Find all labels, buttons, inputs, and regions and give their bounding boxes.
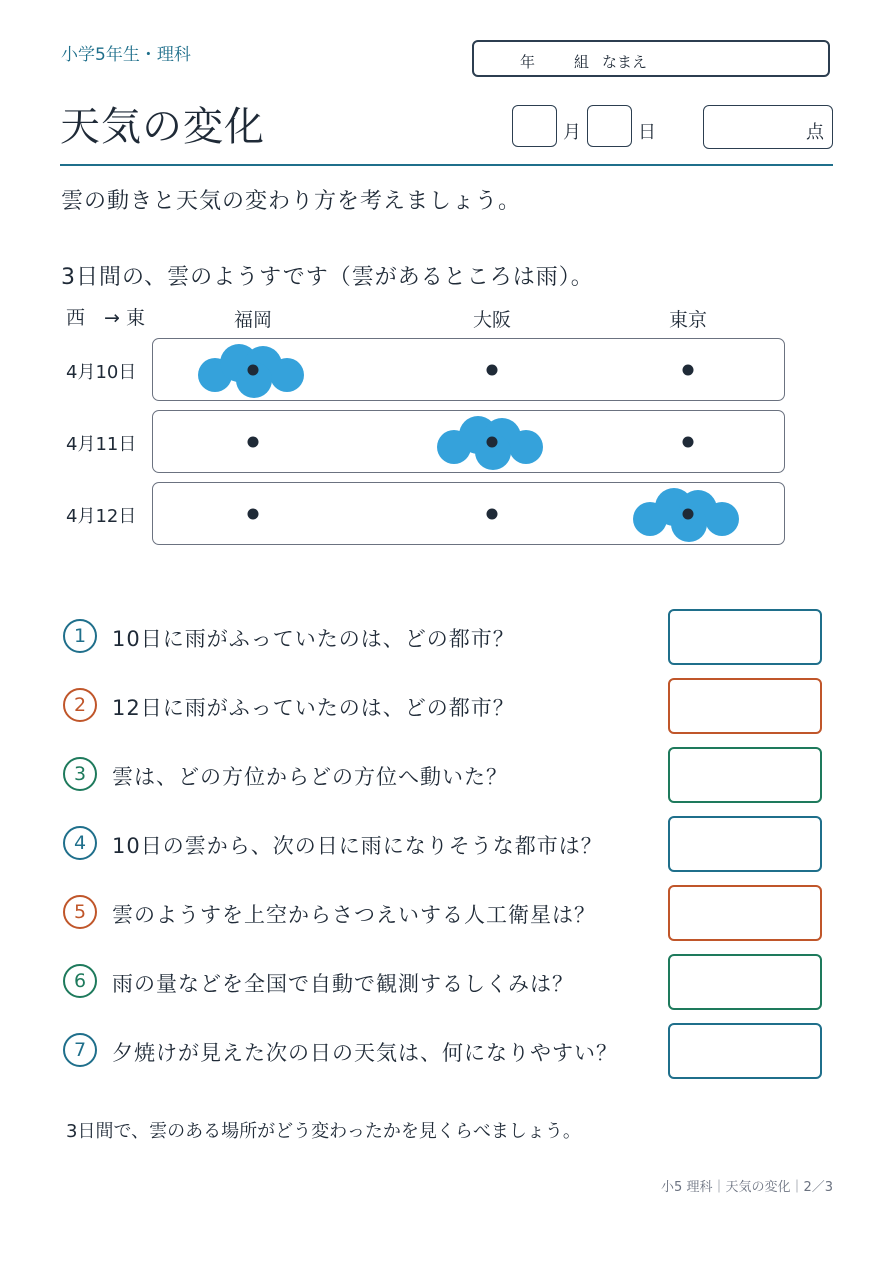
row-date-label: 4月12日 <box>66 506 137 527</box>
city-osaka: 大阪 <box>472 309 512 331</box>
name-label: なまえ <box>602 53 648 71</box>
lead-text: 雲の動きと天気の変わり方を考えましょう。 <box>61 189 522 214</box>
name-class-label: 組 <box>574 53 590 71</box>
question-text: 10日の雲から、次の日に雨になりそうな都市は？ <box>112 834 603 858</box>
question-number: 4 <box>63 826 97 860</box>
diagram-intro: 3日間の、雲のようすです（雲があるところは雨）。 <box>61 265 594 290</box>
question-text: 10日に雨がふっていたのは、どの都市？ <box>112 627 515 651</box>
answer-box[interactable] <box>668 609 822 665</box>
city-tokyo: 東京 <box>668 309 708 331</box>
question-text: 夕焼けが見えた次の日の天気は、何になりやすい？ <box>112 1041 618 1065</box>
city-dot <box>683 365 694 376</box>
question-number: 3 <box>63 757 97 791</box>
question-text: 雲は、どの方位からどの方位へ動いた？ <box>112 765 508 789</box>
name-field[interactable] <box>472 40 830 77</box>
city-dot <box>487 509 498 520</box>
city-dot <box>683 437 694 448</box>
question-text: 雨の量などを全国で自動で観測するしくみは？ <box>112 972 574 996</box>
answer-box[interactable] <box>668 1023 822 1079</box>
city-dot <box>487 437 498 448</box>
question-text: 雲のようすを上空からさつえいする人工衛星は？ <box>112 903 596 927</box>
answer-box[interactable] <box>668 678 822 734</box>
question-number: 2 <box>63 688 97 722</box>
answer-box[interactable] <box>668 747 822 803</box>
city-dot <box>487 365 498 376</box>
question-number: 7 <box>63 1033 97 1067</box>
score-label: 点 <box>806 122 824 143</box>
month-label: 月 <box>563 122 581 143</box>
question-number: 5 <box>63 895 97 929</box>
grade-label: 小学5年生・理科 <box>61 45 191 65</box>
answer-box[interactable] <box>668 816 822 872</box>
score-field[interactable] <box>703 105 833 149</box>
page-title: 天気の変化 <box>60 104 265 150</box>
answer-box[interactable] <box>668 954 822 1010</box>
name-year-label: 年 <box>520 53 536 71</box>
city-dot <box>248 365 259 376</box>
page-info: 小5 理科｜天気の変化｜2／3 <box>661 1180 833 1195</box>
question-number: 6 <box>63 964 97 998</box>
row-date-label: 4月10日 <box>66 362 137 383</box>
row-date-label: 4月11日 <box>66 434 137 455</box>
city-fukuoka: 福岡 <box>233 309 273 331</box>
city-dot <box>683 509 694 520</box>
city-dot <box>248 509 259 520</box>
direction-label: 西 → 東 <box>66 307 145 329</box>
city-dot <box>248 437 259 448</box>
day-field[interactable] <box>587 105 632 147</box>
footnote: 3日間で、雲のある場所がどう変わったかを見くらべましょう。 <box>66 1121 581 1142</box>
answer-box[interactable] <box>668 885 822 941</box>
question-text: 12日に雨がふっていたのは、どの都市？ <box>112 696 515 720</box>
day-label: 日 <box>638 122 656 143</box>
question-number: 1 <box>63 619 97 653</box>
month-field[interactable] <box>512 105 557 147</box>
header-divider <box>60 164 833 166</box>
